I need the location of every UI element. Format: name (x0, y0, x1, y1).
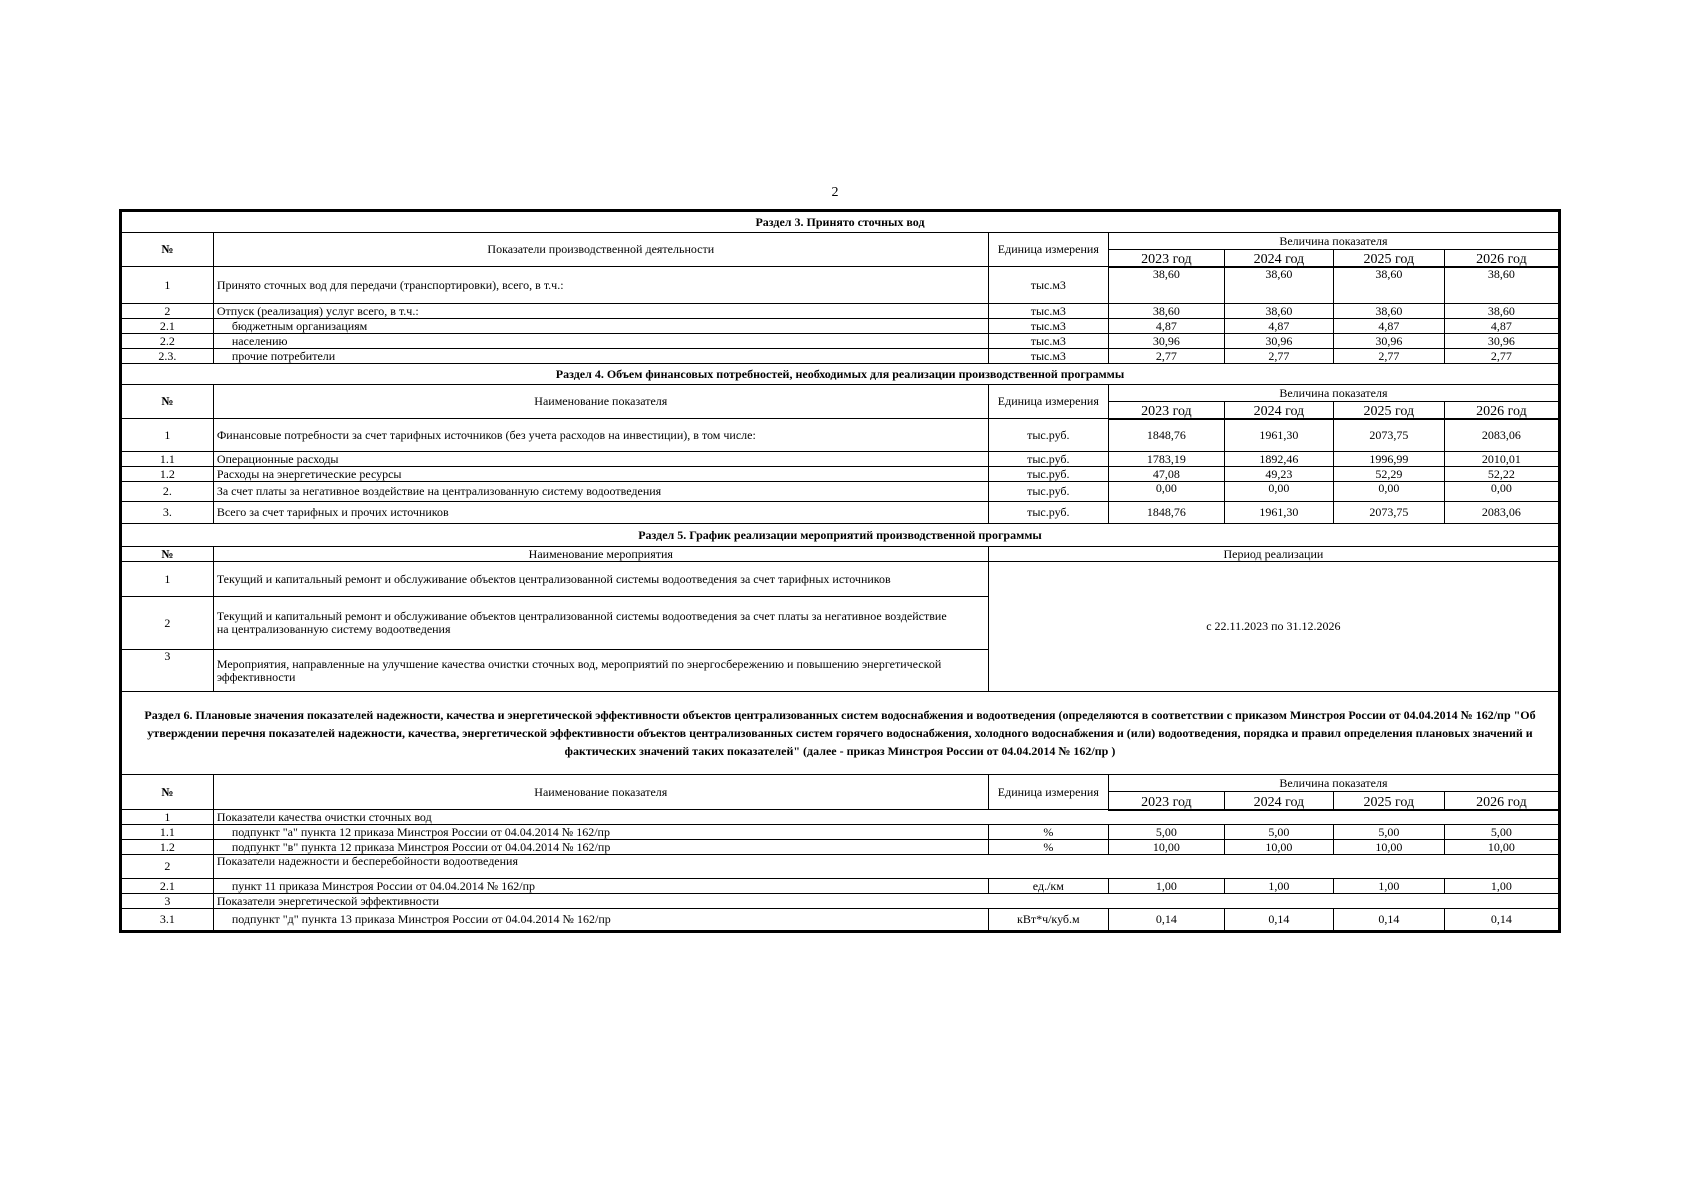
row-num: 2 (122, 597, 214, 650)
row-name: За счет платы за негативное воздействие на централизованную систему водоотведения (213, 482, 988, 502)
row-name: населению (213, 334, 988, 349)
row-value: 10,00 (1224, 840, 1333, 855)
group-num: 2 (122, 855, 214, 879)
row-value: 1848,76 (1108, 419, 1224, 452)
row-value: 10,00 (1444, 840, 1558, 855)
row-value: 38,60 (1108, 267, 1224, 304)
group-num: 1 (122, 810, 214, 825)
row-unit: тыс.руб. (988, 467, 1108, 482)
year-2023: 2023 год (1108, 792, 1224, 810)
row-num: 1.1 (122, 825, 214, 840)
num-header: № (122, 385, 214, 419)
section4-title: Раздел 4. Объем финансовых потребностей, необходимых для реализации производственной программы (122, 364, 1559, 385)
row-value: 2,77 (1224, 349, 1333, 364)
num-header: № (122, 547, 214, 562)
value-header: Величина показателя (1108, 233, 1558, 250)
row-value: 0,00 (1108, 482, 1224, 502)
row-name: Операционные расходы (213, 452, 988, 467)
row-value: 30,96 (1444, 334, 1558, 349)
row-name: подпункт "в" пункта 12 приказа Минстроя России от 04.04.2014 № 162/пр (213, 840, 988, 855)
row-name: Всего за счет тарифных и прочих источников (213, 502, 988, 524)
row-num: 1 (122, 267, 214, 304)
row-value: 2,77 (1108, 349, 1224, 364)
row-value: 1,00 (1108, 879, 1224, 894)
row-unit: тыс.м3 (988, 319, 1108, 334)
row-unit: % (988, 840, 1108, 855)
section5-title-row (122, 524, 1559, 547)
year-2024: 2024 год (1224, 250, 1333, 267)
row-value: 4,87 (1224, 319, 1333, 334)
section6-title-row (122, 692, 1559, 775)
section6-name-header: Наименование показателя (213, 775, 988, 810)
row-value: 10,00 (1108, 840, 1224, 855)
row-value: 47,08 (1108, 467, 1224, 482)
row-unit: тыс.м3 (988, 304, 1108, 319)
table-row (122, 319, 1559, 334)
section4-header-row (122, 385, 1559, 402)
row-value: 30,96 (1108, 334, 1224, 349)
row-unit: тыс.руб. (988, 502, 1108, 524)
group-name: Показатели качества очистки сточных вод (213, 810, 1558, 825)
row-name: Расходы на энергетические ресурсы (213, 467, 988, 482)
year-2026: 2026 год (1444, 792, 1558, 810)
unit-header: Единица измерения (988, 775, 1108, 810)
row-value: 0,14 (1444, 909, 1558, 931)
table-row (122, 502, 1559, 524)
document-table (119, 209, 1561, 933)
row-value: 52,22 (1444, 467, 1558, 482)
group-num: 3 (122, 894, 214, 909)
row-num: 3.1 (122, 909, 214, 931)
row-value: 1892,46 (1224, 452, 1333, 467)
year-2025: 2025 год (1333, 250, 1444, 267)
row-value: 4,87 (1108, 319, 1224, 334)
row-unit: тыс.м3 (988, 334, 1108, 349)
row-num: 1.1 (122, 452, 214, 467)
row-value: 0,14 (1224, 909, 1333, 931)
table-row (122, 810, 1559, 825)
row-value: 1996,99 (1333, 452, 1444, 467)
row-value: 38,60 (1108, 304, 1224, 319)
year-2025: 2025 год (1333, 402, 1444, 419)
row-value: 0,00 (1444, 482, 1558, 502)
row-value: 2073,75 (1333, 419, 1444, 452)
row-value: 5,00 (1333, 825, 1444, 840)
row-value: 5,00 (1444, 825, 1558, 840)
unit-header: Единица измерения (988, 233, 1108, 267)
row-name: Принято сточных вод для передачи (транспортировки), всего, в т.ч.: (213, 267, 988, 304)
section4-title-row (122, 364, 1559, 385)
main-table (121, 211, 1559, 931)
table-row (122, 840, 1559, 855)
row-name: прочие потребители (213, 349, 988, 364)
row-value: 2,77 (1333, 349, 1444, 364)
row-value: 30,96 (1333, 334, 1444, 349)
row-value: 0,14 (1333, 909, 1444, 931)
row-num: 2.2 (122, 334, 214, 349)
row-value: 2010,01 (1444, 452, 1558, 467)
section6-title: Раздел 6. Плановые значения показателей надежности, качества и энергетической эффективности объектов централизованных систем водоснабжения и водоотведения (определяются в соответствии с приказом Минстроя России от 04.04.2014 № 162/пр "Об утверждении перечня показателей надежности, качества, энергетической эффективности объектов централизованных систем горячего водоснабжения, холодного водоснабжения и (или) водоотведения, порядка и правил определения плановых значений и фактических значений таких показателей" (далее - приказ Минстроя России от 04.04.2014 № 162/пр ) (122, 692, 1559, 775)
section3-title: Раздел 3. Принято сточных вод (122, 212, 1559, 233)
row-unit: тыс.руб. (988, 482, 1108, 502)
table-row (122, 879, 1559, 894)
row-name: бюджетным организациям (213, 319, 988, 334)
row-name: Текущий и капитальный ремонт и обслуживание объектов централизованной системы водоотведения за счет платы за негативное воздействие на централизованную систему водоотведения (213, 597, 988, 650)
table-row (122, 825, 1559, 840)
table-row (122, 562, 1559, 597)
row-value: 4,87 (1444, 319, 1558, 334)
year-2023: 2023 год (1108, 250, 1224, 267)
row-value: 5,00 (1224, 825, 1333, 840)
row-num: 3. (122, 502, 214, 524)
row-value: 1783,19 (1108, 452, 1224, 467)
row-num: 1 (122, 419, 214, 452)
section3-title-row (122, 212, 1559, 233)
row-unit: тыс.м3 (988, 267, 1108, 304)
row-unit: % (988, 825, 1108, 840)
year-2023: 2023 год (1108, 402, 1224, 419)
row-value: 2,77 (1444, 349, 1558, 364)
section5-name-header: Наименование мероприятия (213, 547, 988, 562)
row-name: Текущий и капитальный ремонт и обслуживание объектов централизованной системы водоотведения за счет тарифных источников (213, 562, 988, 597)
row-unit: кВт*ч/куб.м (988, 909, 1108, 931)
table-row (122, 419, 1559, 452)
table-row (122, 452, 1559, 467)
row-value: 10,00 (1333, 840, 1444, 855)
row-name: подпункт "д" пункта 13 приказа Минстроя России от 04.04.2014 № 162/пр (213, 909, 988, 931)
section4-name-header: Наименование показателя (213, 385, 988, 419)
section5-header-row (122, 547, 1559, 562)
row-value: 2073,75 (1333, 502, 1444, 524)
row-name: пункт 11 приказа Минстроя России от 04.04.2014 № 162/пр (213, 879, 988, 894)
row-num: 2.3. (122, 349, 214, 364)
table-row (122, 894, 1559, 909)
row-value: 2083,06 (1444, 419, 1558, 452)
row-value: 1,00 (1333, 879, 1444, 894)
row-value: 1,00 (1444, 879, 1558, 894)
row-name: подпункт "а" пункта 12 приказа Минстроя России от 04.04.2014 № 162/пр (213, 825, 988, 840)
row-num: 2.1 (122, 319, 214, 334)
row-value: 0,00 (1224, 482, 1333, 502)
table-row (122, 482, 1559, 502)
row-num: 1 (122, 562, 214, 597)
group-name: Показатели надежности и бесперебойности водоотведения (213, 855, 1558, 879)
row-unit: тыс.м3 (988, 349, 1108, 364)
group-name: Показатели энергетической эффективности (213, 894, 1558, 909)
table-row (122, 467, 1559, 482)
year-2025: 2025 год (1333, 792, 1444, 810)
page-number: 2 (831, 185, 839, 200)
table-row (122, 855, 1559, 879)
row-value: 38,60 (1333, 267, 1444, 304)
row-num: 2.1 (122, 879, 214, 894)
row-value: 1961,30 (1224, 419, 1333, 452)
row-value: 52,29 (1333, 467, 1444, 482)
row-unit: тыс.руб. (988, 419, 1108, 452)
section5-title: Раздел 5. График реализации мероприятий производственной программы (122, 524, 1559, 547)
row-value: 38,60 (1444, 304, 1558, 319)
value-header: Величина показателя (1108, 385, 1558, 402)
table-row (122, 304, 1559, 319)
row-value: 0,14 (1108, 909, 1224, 931)
row-num: 2. (122, 482, 214, 502)
row-value: 5,00 (1108, 825, 1224, 840)
year-2024: 2024 год (1224, 792, 1333, 810)
table-row (122, 349, 1559, 364)
row-value: 0,00 (1333, 482, 1444, 502)
year-2026: 2026 год (1444, 250, 1558, 267)
num-header: № (122, 775, 214, 810)
row-value: 49,23 (1224, 467, 1333, 482)
row-unit: ед./км (988, 879, 1108, 894)
row-name: Мероприятия, направленные на улучшение качества очистки сточных вод, мероприятий по энергосбережению и повышению энергетической эффективности (213, 650, 988, 692)
row-value: 1,00 (1224, 879, 1333, 894)
row-num: 2 (122, 304, 214, 319)
table-row (122, 909, 1559, 931)
year-2026: 2026 год (1444, 402, 1558, 419)
row-value: 38,60 (1444, 267, 1558, 304)
row-num: 1.2 (122, 840, 214, 855)
row-name: Отпуск (реализация) услуг всего, в т.ч.: (213, 304, 988, 319)
row-name: Финансовые потребности за счет тарифных источников (без учета расходов на инвестиции), в том числе: (213, 419, 988, 452)
row-value: 30,96 (1224, 334, 1333, 349)
unit-header: Единица измерения (988, 385, 1108, 419)
section3-name-header: Показатели производственной деятельности (213, 233, 988, 267)
num-header: № (122, 233, 214, 267)
section6-header-row (122, 775, 1559, 792)
row-value: 4,87 (1333, 319, 1444, 334)
section3-header-row (122, 233, 1559, 250)
row-value: 38,60 (1333, 304, 1444, 319)
row-value: 38,60 (1224, 304, 1333, 319)
row-unit: тыс.руб. (988, 452, 1108, 467)
row-num: 3 (122, 650, 214, 692)
row-value: 1848,76 (1108, 502, 1224, 524)
table-row (122, 334, 1559, 349)
value-header: Величина показателя (1108, 775, 1558, 792)
row-value: 1961,30 (1224, 502, 1333, 524)
row-num: 1.2 (122, 467, 214, 482)
row-value: 2083,06 (1444, 502, 1558, 524)
period-header: Период реализации (988, 547, 1558, 562)
year-2024: 2024 год (1224, 402, 1333, 419)
row-value: 38,60 (1224, 267, 1333, 304)
period-value: с 22.11.2023 по 31.12.2026 (988, 562, 1558, 692)
table-row (122, 267, 1559, 304)
